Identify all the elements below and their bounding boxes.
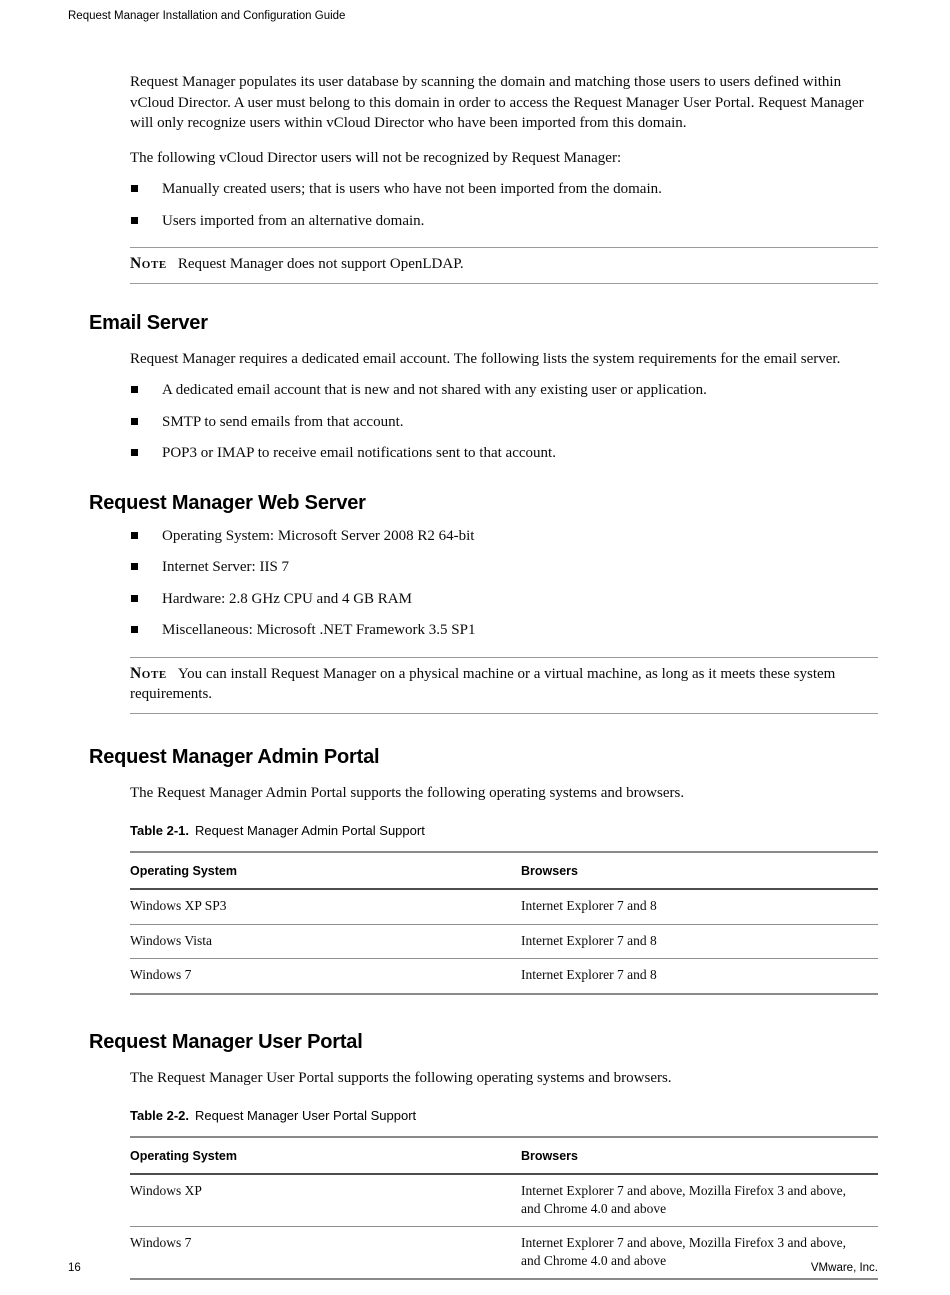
bullet-square-icon	[131, 595, 138, 602]
list-item	[130, 179, 878, 200]
email-server-paragraph: Request Manager requires a dedicated email account. The following lists the system requirements for the email server.	[130, 350, 841, 367]
list-item	[130, 620, 878, 641]
cell-browsers: Internet Explorer 7 and above, Mozilla Firefox 3 and above, and Chrome 4.0 and above	[521, 1227, 878, 1280]
bullet-text: A dedicated email account that is new and not shared with any existing user or application.	[162, 382, 707, 398]
table-label: Table 2-2.	[130, 1108, 190, 1123]
note-text: Request Manager does not support OpenLDAP.	[177, 256, 464, 272]
email-server-bullet-list	[130, 380, 878, 464]
list-item	[130, 443, 878, 464]
bullet-text: Operating System: Microsoft Server 2008 R2 64-bit	[162, 527, 475, 544]
footer-company: VMware, Inc.	[810, 1262, 878, 1274]
bullet-square-icon	[131, 418, 138, 425]
note-label: Note	[130, 255, 167, 272]
note-openldap	[130, 247, 878, 284]
admin-portal-paragraph: The Request Manager Admin Portal supports the following operating systems and browsers.	[130, 784, 685, 801]
bullet-text: SMTP to send emails from that account.	[162, 413, 404, 430]
table-row	[130, 1174, 878, 1227]
bullet-square-icon	[131, 626, 138, 633]
user-portal-support-table	[130, 1136, 878, 1281]
list-item	[130, 211, 878, 232]
cell-browsers: Internet Explorer 7 and 8	[521, 889, 878, 924]
column-header-browsers: Browsers	[521, 852, 878, 890]
list-item	[130, 526, 878, 547]
note-text: You can install Request Manager on a physical machine or a virtual machine, as long as it meets these system requirements.	[130, 665, 836, 702]
cell-os: Windows Vista	[130, 924, 521, 959]
section-title-email-server: Email Server	[89, 311, 208, 334]
table-caption-text: Request Manager Admin Portal Support	[195, 823, 425, 838]
bullet-text: Hardware: 2.8 GHz CPU and 4 GB RAM	[162, 590, 412, 607]
bullet-square-icon	[131, 185, 138, 192]
cell-browsers: Internet Explorer 7 and above, Mozilla Firefox 3 and above, and Chrome 4.0 and above	[521, 1174, 878, 1227]
page-number: 16	[68, 1262, 81, 1274]
bullet-square-icon	[131, 386, 138, 393]
page-footer	[68, 1262, 878, 1274]
bullet-square-icon	[131, 532, 138, 539]
intro-lead-in: The following vCloud Director users will not be recognized by Request Manager:	[130, 149, 622, 166]
cell-os: Windows 7	[130, 1227, 521, 1280]
table-header-row	[130, 852, 878, 890]
bullet-square-icon	[131, 563, 138, 570]
column-header-operating-system: Operating System	[130, 852, 521, 890]
intro-paragraph: Request Manager populates its user database by scanning the domain and matching those users to users defined within vCloud Director. A user must belong to this domain in order to access the Request Manager User Portal. Request Manager will only recognize users within vCloud Director who have been imported from this domain.	[130, 74, 864, 131]
table-caption-2-1	[130, 821, 878, 842]
list-item	[130, 412, 878, 433]
table-row	[130, 889, 878, 924]
bullet-text: Miscellaneous: Microsoft .NET Framework 3.5 SP1	[162, 622, 476, 638]
cell-browsers: Internet Explorer 7 and 8	[521, 959, 878, 994]
section-title-web-server: Request Manager Web Server	[89, 491, 366, 514]
user-portal-paragraph: The Request Manager User Portal supports the following operating systems and browsers.	[130, 1069, 672, 1086]
bullet-text: Internet Server: IIS 7	[162, 559, 290, 575]
cell-os: Windows 7	[130, 959, 521, 994]
note-label: Note	[130, 664, 167, 682]
intro-bullet-list	[130, 179, 878, 231]
column-header-operating-system: Operating System	[130, 1137, 521, 1175]
admin-portal-support-table	[130, 851, 878, 995]
list-item	[130, 380, 878, 401]
column-header-browsers: Browsers	[521, 1137, 878, 1175]
bullet-text: Users imported from an alternative domain.	[162, 212, 425, 229]
note-machine-requirements	[130, 657, 878, 714]
cell-os: Windows XP SP3	[130, 889, 521, 924]
table-caption-2-2	[130, 1106, 878, 1127]
cell-os: Windows XP	[130, 1174, 521, 1227]
bullet-square-icon	[131, 449, 138, 456]
list-item	[130, 557, 878, 578]
page-content	[89, 25, 878, 1280]
list-item	[130, 589, 878, 610]
cell-browsers: Internet Explorer 7 and 8	[521, 924, 878, 959]
running-header: Request Manager Installation and Configuration Guide	[68, 10, 346, 22]
bullet-text: Manually created users; that is users who have not been imported from the domain.	[162, 181, 662, 197]
table-row	[130, 924, 878, 959]
bullet-text: POP3 or IMAP to receive email notifications sent to that account.	[162, 445, 556, 461]
section-title-user-portal: Request Manager User Portal	[89, 1030, 363, 1053]
table-caption-text: Request Manager User Portal Support	[195, 1108, 417, 1123]
table-row	[130, 959, 878, 994]
section-title-admin-portal: Request Manager Admin Portal	[89, 745, 380, 768]
web-server-bullet-list	[130, 526, 878, 641]
table-label: Table 2-1.	[130, 823, 190, 838]
bullet-square-icon	[131, 217, 138, 224]
table-header-row	[130, 1137, 878, 1175]
